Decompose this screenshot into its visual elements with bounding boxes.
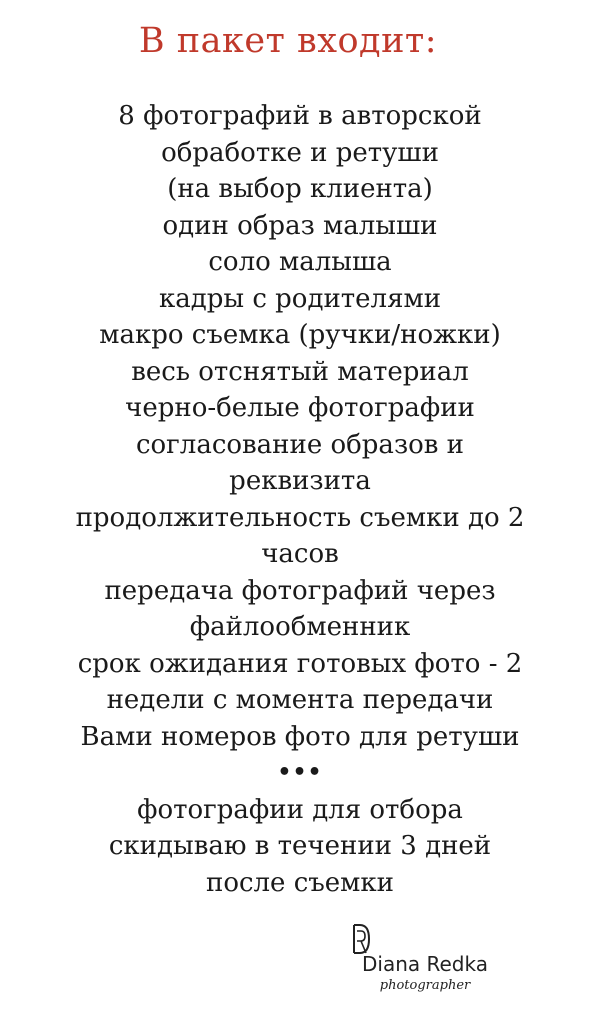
list-item: Вами номеров фото для ретуши	[80, 721, 520, 752]
list-item: согласование образов и	[135, 429, 465, 460]
separator-dots: •••	[277, 760, 323, 785]
monogram-icon	[345, 922, 375, 956]
photographer-logo	[345, 922, 505, 994]
list-item: срок ожидания готовых фото - 2	[77, 648, 523, 679]
logo-subtitle: photographer	[379, 978, 471, 993]
list-item: продолжительность съемки до 2	[75, 502, 525, 533]
list-item: передача фотографий через	[104, 575, 496, 606]
list-item: скидываю в течении 3 дней	[108, 831, 492, 861]
list-item: кадры с родителями	[158, 283, 442, 314]
list-item: черно-белые фотографии	[125, 393, 475, 423]
list-item: обработке и ретуши	[161, 137, 439, 168]
list-item: часов	[261, 539, 339, 569]
list-item: один образ малыши	[162, 210, 438, 241]
list-item: (на выбор клиента)	[167, 174, 433, 204]
list-item: файлообменник	[189, 612, 411, 642]
logo-name: Diana Redka	[362, 952, 488, 976]
list-item: 8 фотографий в авторской	[118, 101, 482, 131]
list-item: макро съемка (ручки/ножки)	[99, 320, 501, 350]
package-list	[0, 98, 600, 901]
list-item: соло малыша	[208, 247, 392, 277]
list-item: реквизита	[229, 466, 371, 496]
list-item: весь отснятый материал	[131, 356, 469, 387]
list-item: недели с момента передачи	[106, 685, 494, 715]
page-title: В пакет входит:	[138, 21, 438, 61]
list-item: фотографии для отбора	[137, 794, 463, 825]
list-item: после съемки	[205, 867, 394, 898]
